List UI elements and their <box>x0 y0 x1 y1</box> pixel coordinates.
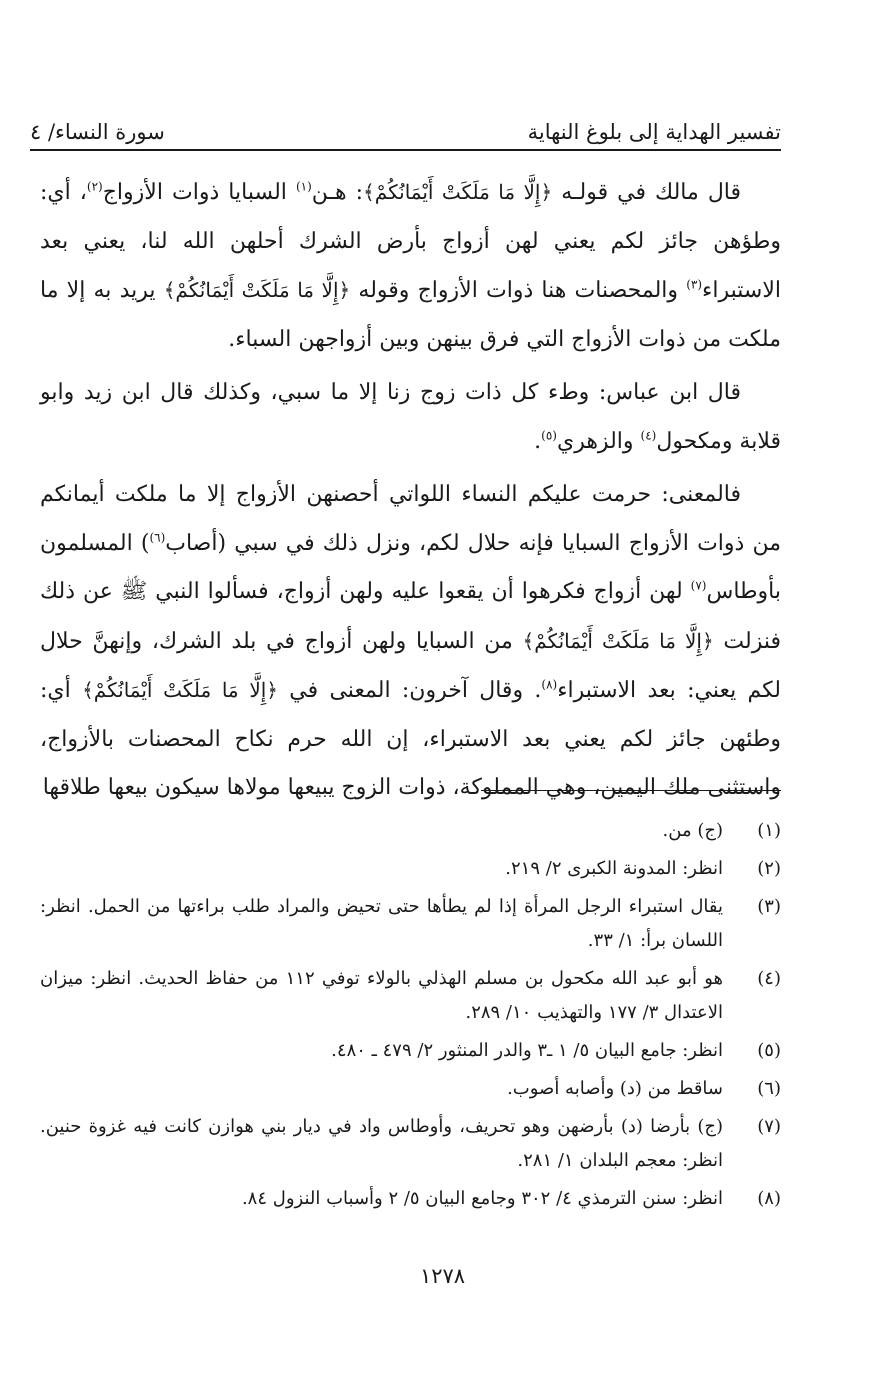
running-header <box>30 104 781 144</box>
text-run: والمحصنات هنا ذوات الأزواج وقوله <box>350 278 687 303</box>
footnote-ref[interactable]: (٧) <box>690 578 707 593</box>
footnote-ref[interactable]: (٨) <box>541 677 558 692</box>
footnote-text: (ج) بأرضا (د) بأرضهن وهو تحريف، وأوطاس واد في ديار بني هوازن كانت فيه غزوة حنين. انظر: معجم البلدان ١/ ٢٨١. <box>40 1116 723 1171</box>
footnote-item <box>40 814 781 848</box>
text-run: ، أي: وطؤهن جائز لكم يعني لهن أزواج بأرض الشرك أحلهن الله لنا، يعني بعد الاستبراء <box>40 180 781 303</box>
footnote-item <box>40 852 781 886</box>
book-title: تفسير الهداية إلى بلوغ النهاية <box>527 120 781 144</box>
footnote-text: انظر: سنن الترمذي ٤/ ٣٠٢ وجامع البيان ٥/ ٢ وأسباب النزول ٨٤. <box>241 1188 723 1209</box>
footnote-number: (٨) <box>757 1188 781 1209</box>
footnote-divider <box>481 790 781 791</box>
footnote-ref[interactable]: (٤) <box>640 428 657 443</box>
text-run: قال مالك في قولـه <box>552 180 742 205</box>
text-run: يريد به إلا ما ملكت من ذوات الأزواج التي فرق بينهن وبين أزواجهن السباء. <box>40 278 781 352</box>
footnote-ref[interactable]: (٦) <box>149 530 166 545</box>
footnote-ref[interactable]: (٣) <box>686 277 703 292</box>
main-text <box>40 168 781 818</box>
footnote-item <box>40 962 781 1030</box>
header-divider <box>30 149 781 151</box>
text-run: والزهري <box>556 428 641 454</box>
footnote-ref[interactable]: (٥) <box>541 428 557 443</box>
footnotes <box>40 814 781 1220</box>
text-run: . وقال آخرون: المعنى في <box>278 678 542 703</box>
footnote-item <box>40 1034 781 1068</box>
text-run: . <box>534 428 542 454</box>
footnote-number: (٢) <box>757 858 781 879</box>
quran-quote: ﴿إِلَّا مَا مَلَكَتْ أَيْمَانُكُمْ﴾ <box>522 628 714 653</box>
paragraph-2 <box>40 369 781 466</box>
text-run: لهن أزواج فكرهوا أن يقعوا عليه ولهن أزواج، فسألوا النبي ﷺ عن ذلك فنزلت <box>40 579 782 654</box>
quran-quote: ﴿إِلَّا مَا مَلَكَتْ أَيْمَانُكُمْ﴾ <box>363 180 553 204</box>
text-run: من السبايا ولهن أزواج في بلد الشرك، وإنهنَّ حلال لكم يعني: بعد الاستبراء <box>40 628 781 703</box>
footnote-text: يقال استبراء الرجل المرأة إذا لم يطأها حتى تحيض والمراد طلب براءتها من الحمل. انظر: اللسان برأ: ١/ ٣٣. <box>40 896 723 951</box>
text-run: فالمعنى: حرمت عليكم النساء اللواتي أحصنهن الأزواج إلا ما ملكت أيمانكم من ذوات الأزواج السبايا فإنه حلال لكم، ونزل ذلك في سبي (أصاب <box>40 482 782 556</box>
footnote-ref[interactable]: (١) <box>295 179 312 194</box>
footnote-number: (٦) <box>757 1078 781 1099</box>
quran-quote: ﴿إِلَّا مَا مَلَكَتْ أَيْمَانُكُمْ﴾ <box>82 678 278 702</box>
footnote-number: (٥) <box>757 1040 781 1061</box>
footnote-number: (٣) <box>757 896 781 917</box>
text-run: قال ابن عباس: وطء كل ذات زوج زنا إلا ما سبي، وكذلك قال ابن زيد وابو قلابة ومكحول <box>40 380 781 454</box>
footnote-text: ساقط من (د) وأصابه أصوب. <box>507 1078 723 1099</box>
paragraph-3 <box>40 471 781 813</box>
footnote-item <box>40 1110 781 1178</box>
footnote-text: هو أبو عبد الله مكحول بن مسلم الهذلي بالولاء توفي ١١٢ من حفاظ الحديث. انظر: ميزان الاعتدال ٣/ ١٧٧ والتهذيب ١٠/ ٢٨٩. <box>40 968 723 1023</box>
page-number: ١٢٧٨ <box>419 1264 466 1288</box>
quran-quote: ﴿إِلَّا مَا مَلَكَتْ أَيْمَانُكُمْ﴾ <box>163 278 351 302</box>
text-run: : هـن <box>311 180 364 205</box>
footnote-item <box>40 1072 781 1106</box>
footnote-item <box>40 890 781 958</box>
footnote-ref[interactable]: (٢) <box>86 179 103 194</box>
text-run: أي: وطئهن جائز لكم يعني بعد الاستبراء، إن الله حرم نكاح المحصنات بالأزواج، واستثنى ملك اليمين، وهي المملوكة، ذوات الزوج يبيعها مولاها سيكون بيعها طلاقها <box>40 678 781 800</box>
text-run: ) المسلمون بأوطاس <box>40 530 781 604</box>
surah-label: سورة النساء/ ٤ <box>30 120 165 144</box>
footnote-number: (٧) <box>757 1116 781 1137</box>
footnote-text: (ج) من. <box>662 820 723 841</box>
footnote-number: (٤) <box>757 968 781 989</box>
footnote-item <box>40 1182 781 1216</box>
paragraph-1 <box>40 168 781 364</box>
footnote-text: انظر: المدونة الكبرى ٢/ ٢١٩. <box>505 858 723 879</box>
footnote-text: انظر: جامع البيان ٥/ ١ ـ٣ والدر المنثور ٢/ ٤٧٩ ـ ٤٨٠. <box>331 1040 723 1061</box>
footnote-number: (١) <box>757 820 781 841</box>
text-run: السبايا ذوات الأزواج <box>102 180 296 205</box>
